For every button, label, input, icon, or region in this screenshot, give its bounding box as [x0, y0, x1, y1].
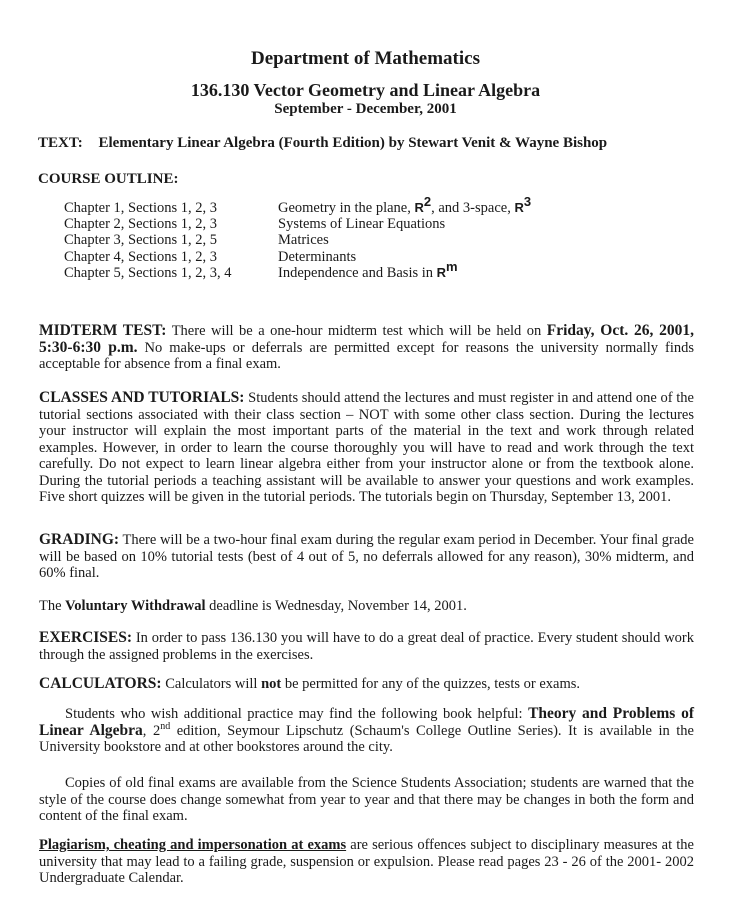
outline-chapter: Chapter 3, Sections 1, 2, 5 [64, 232, 218, 249]
department-title: Department of Mathematics [251, 48, 480, 69]
outline-row [64, 258, 664, 281]
classes-tutorials-paragraph: CLASSES AND TUTORIALS: Students should attend the lectures and must register in and attend one of the tutorial sections associated with their class section – NOT with some other class section. During the lectures your instructor will explain the most important parts of the material in the text and work through related examples. However, in order to learn the course thoroughly you will have to read and work through the text carefully. Do not expect to learn linear algebra either from your instructor alone or from the textbook alone. During the tutorial periods a teaching assistant will be available to answer your questions and work examples. Five short quizzes will be given in the tutorial periods. The tutorials begin on Thursday, September 13, 2001. [39, 389, 694, 505]
outline-chapter: Chapter 1, Sections 1, 2, 3 [64, 200, 218, 216]
plagiarism-paragraph: Plagiarism, cheating and impersonation at exams are serious offences subject to disciplinary measures at the university that may lead to a failing grade, suspension or expulsion. Please read pages 23 - 26 of the 2001- 2002 Undergraduate Calendar. [39, 837, 694, 886]
textbook-line [38, 135, 607, 152]
practice-book-paragraph: Students who wish additional practice may find the following book helpful: Theory and Problems of Linear Algebra, 2nd edition, Seymour Lipschutz (Schaum's College Outline Series). It is available in the University bookstore and at other bookstores around the city. [39, 705, 694, 755]
textbook-label: TEXT: [38, 135, 83, 151]
outline-chapter: Chapter 2, Sections 1, 2, 3 [64, 216, 218, 233]
textbook-title: Elementary Linear Algebra (Fourth Edition) [98, 135, 385, 151]
course-title: 136.130 Vector Geometry and Linear Algebra [190, 80, 541, 100]
outline-chapter: Chapter 5, Sections 1, 2, 3, 4 [64, 264, 232, 281]
old-exams-paragraph: Copies of old final exams are available from the Science Students Association; students are warned that the style of the course does change somewhat from year to year and that there may be changes in both the form and content of the final exam. [39, 775, 694, 824]
withdrawal-paragraph: The Voluntary Withdrawal deadline is Wednesday, November 14, 2001. [39, 598, 467, 614]
calculators-paragraph: CALCULATORS: Calculators will not be permitted for any of the quizzes, tests or exams. [39, 675, 580, 692]
course-term: September - December, 2001 [274, 101, 457, 117]
exercises-paragraph: EXERCISES: In order to pass 136.130 you will have to do a great deal of practice. Every student should work through the assigned problems in the exercises. [39, 629, 694, 663]
grading-paragraph: GRADING: There will be a two-hour final exam during the regular exam period in December. Your final grade will be based on 10% tutorial tests (best of 4 out of 5, no deferrals allowed for any reason), 30% midterm, and 60% final. [39, 531, 694, 581]
outline-topic: Systems of Linear Equations [278, 216, 446, 233]
outline-topic: Determinants [278, 248, 357, 265]
outline-row [64, 249, 664, 265]
outline-chapter: Chapter 4, Sections 1, 2, 3 [64, 248, 218, 265]
textbook-authors: by Stewart Venit & Wayne Bishop [388, 135, 608, 151]
midterm-paragraph: MIDTERM TEST: There will be a one-hour midterm test which will be held on Friday, Oct. 26, 2001, 5:30-6:30 p.m. No make-ups or deferrals are permitted except for reasons the university normally finds acceptable for absence from a final exam. [39, 322, 694, 372]
outline-row [64, 232, 664, 248]
outline-row [64, 194, 664, 216]
outline-topic: Independence and Basis in $R^m$ [278, 258, 458, 281]
course-outline-list [64, 194, 664, 281]
outline-row [64, 216, 664, 232]
outline-topic: Geometry in the plane, $R^2$, and 3-space, $R^3$ [278, 194, 532, 216]
course-outline-heading: COURSE OUTLINE: [38, 171, 179, 187]
outline-topic: Matrices [278, 232, 329, 249]
